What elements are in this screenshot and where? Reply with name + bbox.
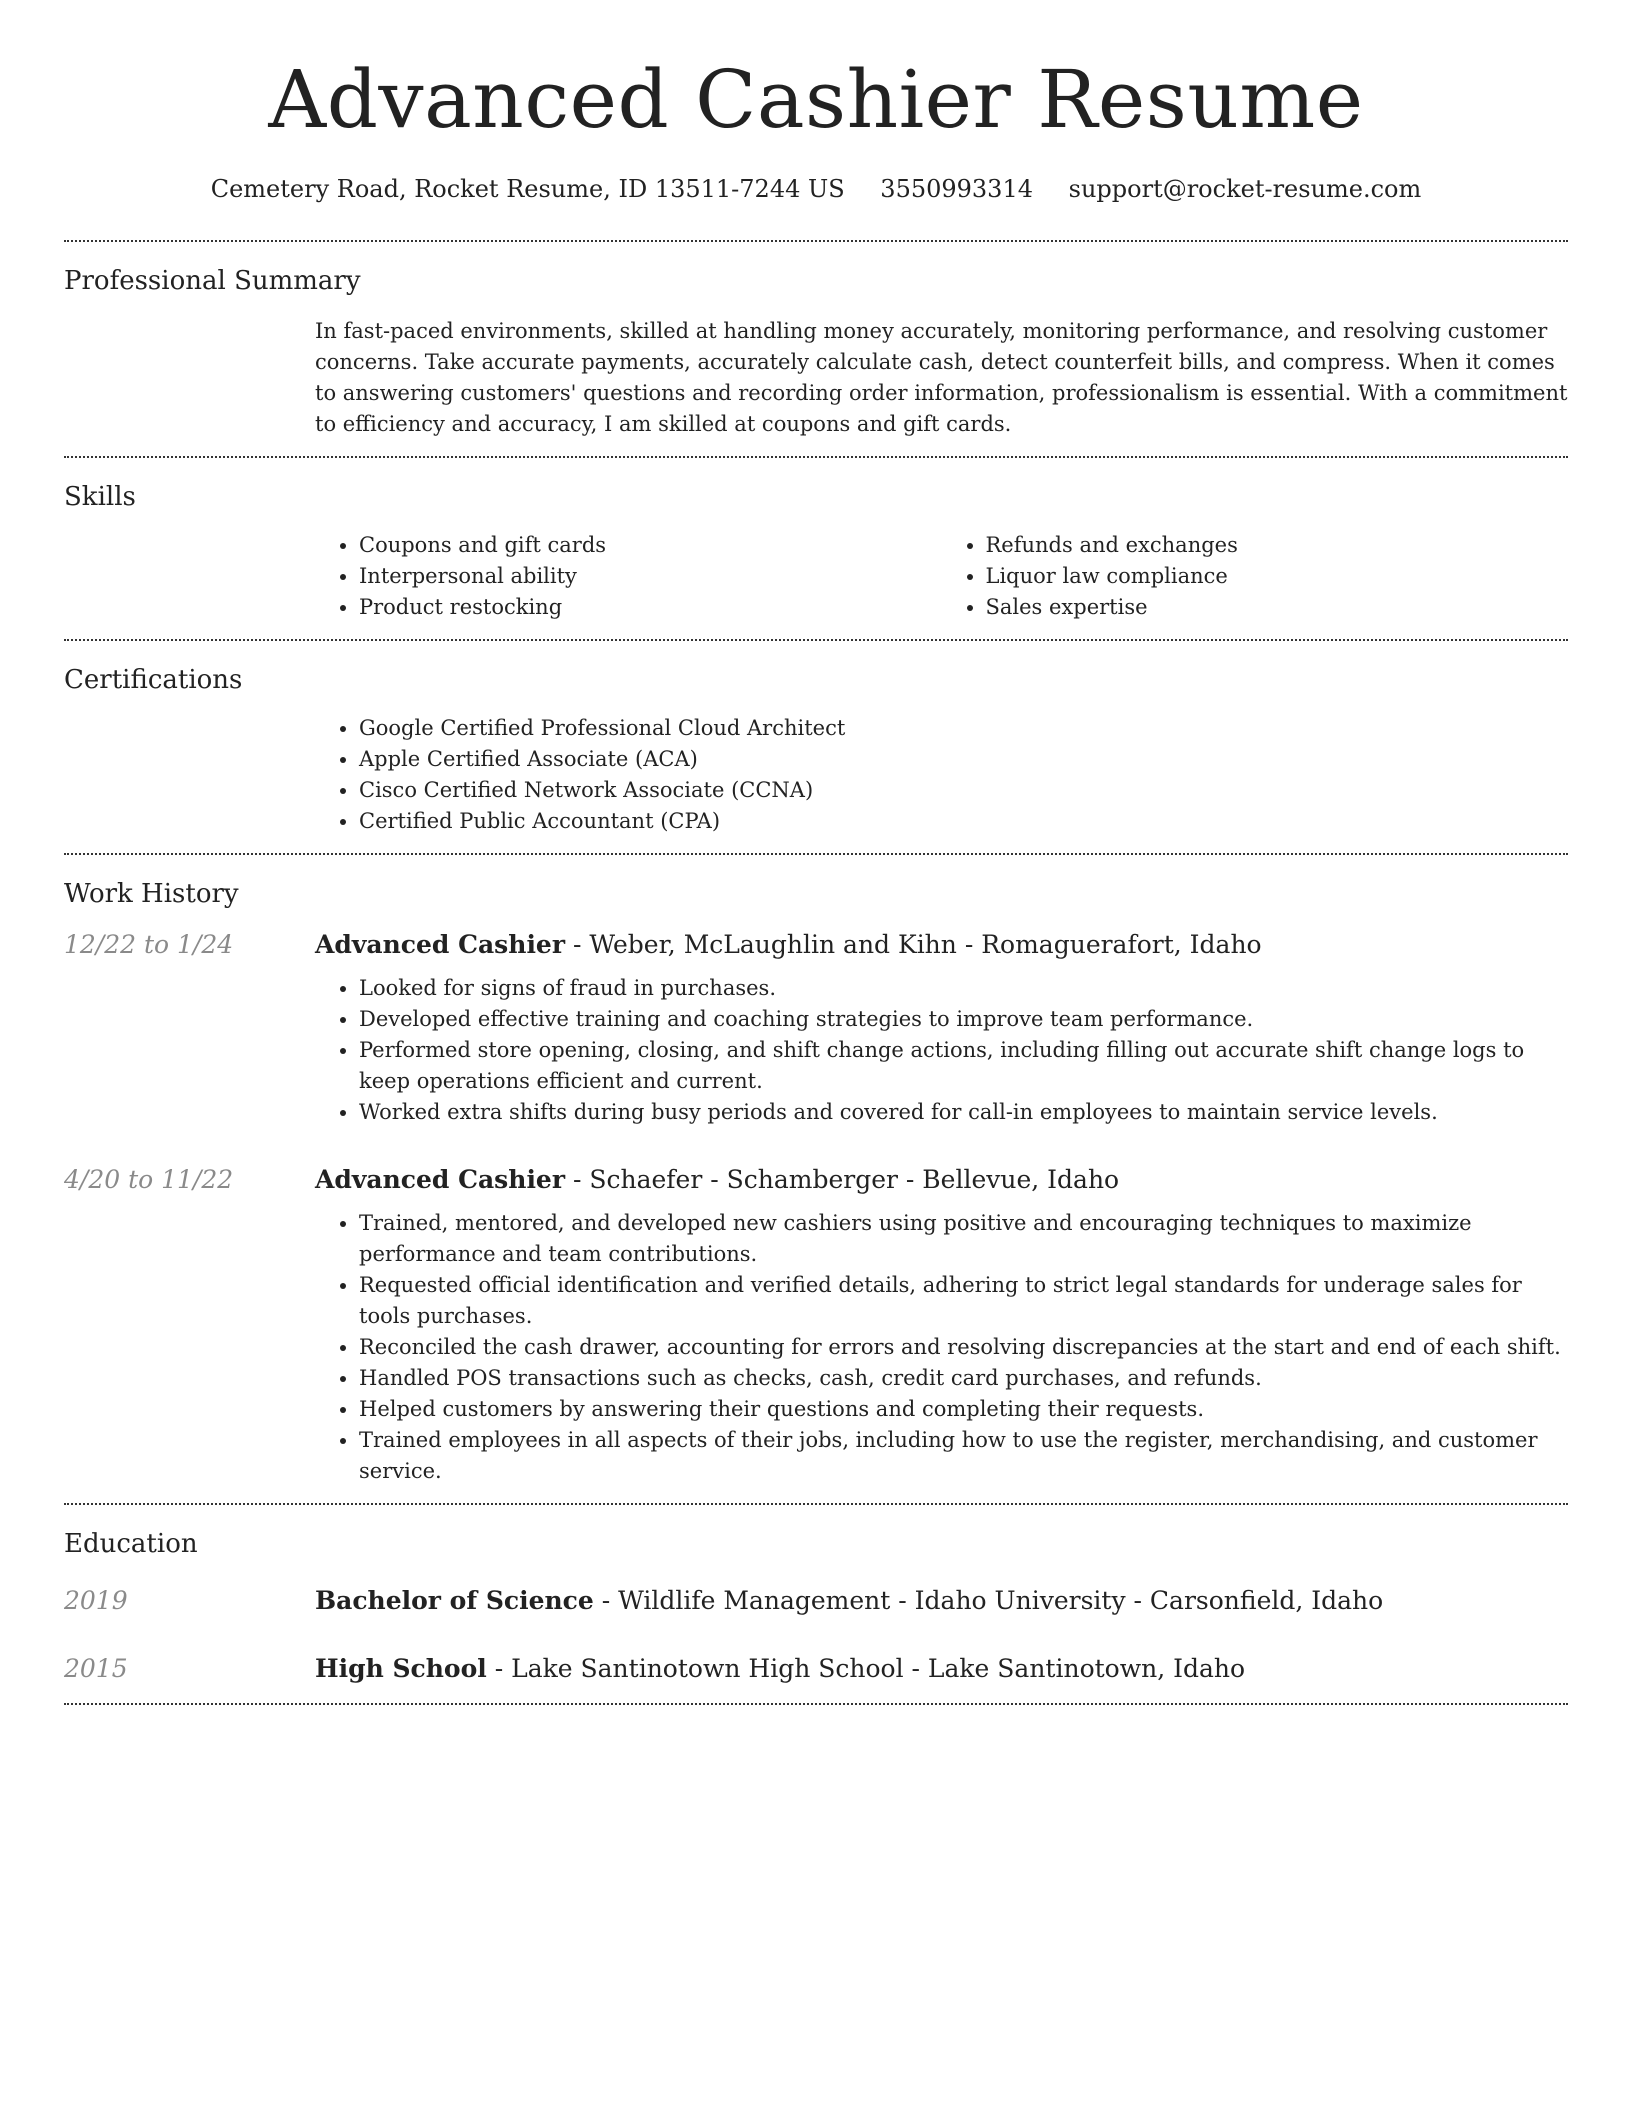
job-bullet: • Handled POS transactions such as checks, cash, credit card purchases, and refunds. xyxy=(359,1363,1568,1394)
contact-phone: 3550993314 xyxy=(880,175,1033,203)
skills-column-left xyxy=(315,530,942,623)
job-employer: - Schaefer - Schamberger - Bellevue, Idaho xyxy=(565,1165,1120,1194)
job-bullets xyxy=(315,1208,1568,1487)
section-title-skills: Skills xyxy=(64,482,136,512)
job-entry xyxy=(64,1162,1568,1487)
section-divider xyxy=(64,1703,1568,1705)
section-title-certifications: Certifications xyxy=(64,665,243,695)
work-history-section xyxy=(64,855,1568,1503)
section-title-education: Education xyxy=(64,1529,198,1559)
education-year: 2019 xyxy=(64,1586,128,1615)
education-heading xyxy=(315,1651,1568,1687)
education-details: - Wildlife Management - Idaho University - Carsonfield, Idaho xyxy=(593,1586,1384,1615)
education-entry xyxy=(64,1583,1568,1619)
education-degree: High School xyxy=(315,1654,487,1683)
skill-item: • Refunds and exchanges xyxy=(986,530,1569,561)
skill-item: • Interpersonal ability xyxy=(359,561,942,592)
education-degree: Bachelor of Science xyxy=(315,1586,594,1615)
contact-line xyxy=(64,172,1568,206)
resume-title: Advanced Cashier Resume xyxy=(268,53,1364,146)
certification-item: • Apple Certified Associate (ACA) xyxy=(359,744,1568,775)
job-bullet: • Trained, mentored, and developed new cashiers using positive and encouraging techniques to maximize performance and team contributions. xyxy=(359,1208,1568,1270)
job-bullet: • Requested official identification and verified details, adhering to strict legal standards for underage sales for tools purchases. xyxy=(359,1270,1568,1332)
education-entry xyxy=(64,1651,1568,1687)
job-role: Advanced Cashier xyxy=(315,1165,566,1194)
section-title-summary: Professional Summary xyxy=(64,266,361,296)
job-bullet: • Looked for signs of fraud in purchases. xyxy=(359,973,1568,1004)
certification-item: • Google Certified Professional Cloud Architect xyxy=(359,713,1568,744)
certifications-section xyxy=(64,641,1568,837)
job-bullet: • Developed effective training and coaching strategies to improve team performance. xyxy=(359,1004,1568,1035)
certifications-list xyxy=(315,713,1568,837)
skill-item: • Sales expertise xyxy=(986,592,1569,623)
skills-grid xyxy=(315,530,1568,623)
skill-item: • Product restocking xyxy=(359,592,942,623)
job-heading xyxy=(315,1162,1568,1198)
education-details: - Lake Santinotown High School - Lake Santinotown, Idaho xyxy=(486,1654,1246,1683)
summary-section xyxy=(64,242,1568,440)
education-year: 2015 xyxy=(64,1654,128,1683)
certification-item: • Cisco Certified Network Associate (CCNA) xyxy=(359,775,1568,806)
education-section xyxy=(64,1505,1568,1703)
job-dates: 4/20 to 11/22 xyxy=(64,1165,234,1194)
skills-section xyxy=(64,458,1568,623)
job-bullet: • Helped customers by answering their questions and completing their requests. xyxy=(359,1394,1568,1425)
certification-item: • Certified Public Accountant (CPA) xyxy=(359,806,1568,837)
summary-text: In fast-paced environments, skilled at handling money accurately, monitoring performance, and resolving customer concerns. Take accurate payments, accurately calculate cash, detect counterfeit bills, and compress. When it comes to answering customers' questions and recording order information, professionalism is essential. With a commitment to efficiency and accuracy, I am skilled at coupons and gift cards. xyxy=(315,319,1568,436)
job-role: Advanced Cashier xyxy=(315,930,566,959)
contact-address: Cemetery Road, Rocket Resume, ID 13511-7244 US xyxy=(210,175,845,203)
skill-item: • Liquor law compliance xyxy=(986,561,1569,592)
job-bullet: • Reconciled the cash drawer, accounting for errors and resolving discrepancies at the start and end of each shift. xyxy=(359,1332,1568,1363)
job-bullets xyxy=(315,973,1568,1128)
education-heading xyxy=(315,1583,1568,1619)
job-bullet: • Trained employees in all aspects of their jobs, including how to use the register, merchandising, and customer service. xyxy=(359,1425,1568,1487)
job-bullet: • Performed store opening, closing, and shift change actions, including filling out accurate shift change logs to keep operations efficient and current. xyxy=(359,1035,1568,1097)
section-title-work-history: Work History xyxy=(64,879,239,909)
contact-email: support@rocket-resume.com xyxy=(1068,175,1422,203)
job-entry xyxy=(64,927,1568,1128)
job-dates: 12/22 to 1/24 xyxy=(64,930,234,959)
job-bullet: • Worked extra shifts during busy periods and covered for call-in employees to maintain service levels. xyxy=(359,1097,1568,1128)
skill-item: • Coupons and gift cards xyxy=(359,530,942,561)
skills-column-right xyxy=(942,530,1569,623)
job-heading xyxy=(315,927,1568,963)
resume-header xyxy=(64,0,1568,206)
job-employer: - Weber, McLaughlin and Kihn - Romaguerafort, Idaho xyxy=(565,930,1262,959)
